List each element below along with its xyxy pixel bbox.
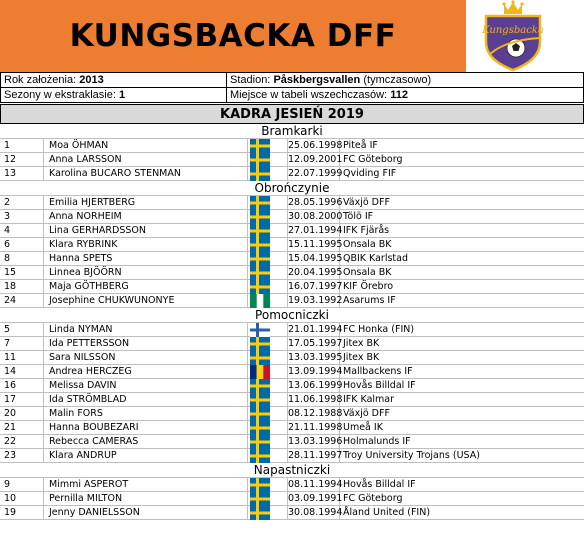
sweden-flag-icon [248,252,288,266]
birth-date: 22.07.1999 [288,168,343,179]
player-row [0,153,584,167]
finland-flag-icon [248,323,288,337]
previous-club: Hovås Billdal IF [343,380,416,391]
birth-date: 17.05.1997 [288,338,343,349]
player-row [0,351,584,365]
birth-date: 08.11.1994 [288,479,343,490]
birth-date: 19.03.1992 [288,295,343,306]
birth-date: 13.09.1994 [288,366,343,377]
shirt-number: 17 [0,393,44,407]
sweden-flag-icon [248,196,288,210]
player-name: Malin FORS [44,407,248,421]
shirt-number: 4 [0,224,44,238]
player-row [0,492,584,506]
sweden-flag-icon [248,393,288,407]
sweden-flag-icon [248,421,288,435]
shirt-number: 3 [0,210,44,224]
sweden-flag-icon [248,210,288,224]
shirt-number: 12 [0,153,44,167]
previous-club: FC Honka (FIN) [343,324,415,335]
player-name: Hanna SPETS [44,252,248,266]
founded-value: 2013 [79,74,104,86]
sweden-flag-icon [248,266,288,280]
section-heading: Obrończynie [0,181,584,196]
player-name: Rebecca CAMERAS [44,435,248,449]
player-row [0,337,584,351]
player-name: Ida PETTERSSON [44,337,248,351]
sweden-flag-icon [248,167,288,181]
previous-club: Jitex BK [343,338,380,349]
birth-date: 30.08.2000 [288,211,343,222]
sweden-flag-icon [248,139,288,153]
shirt-number: 24 [0,294,44,308]
previous-club: Tölö IF [343,211,374,222]
shirt-number: 15 [0,266,44,280]
previous-club: Umeå IK [343,422,383,433]
shirt-number: 2 [0,196,44,210]
shirt-number: 23 [0,449,44,463]
section-heading: Pomocniczki [0,308,584,323]
sweden-flag-icon [248,492,288,506]
shirt-number: 1 [0,139,44,153]
birth-date: 20.04.1995 [288,267,343,278]
sweden-flag-icon [248,337,288,351]
shirt-number: 20 [0,407,44,421]
player-row [0,506,584,520]
shirt-number: 21 [0,421,44,435]
shirt-number: 5 [0,323,44,337]
birth-date: 15.11.1995 [288,239,343,250]
player-row [0,407,584,421]
player-name: Jenny DANIELSSON [44,506,248,520]
player-name: Klara RYBRINK [44,238,248,252]
birth-date: 27.01.1994 [288,225,343,236]
club-title-band [0,0,466,72]
player-name: Sara NILSSON [44,351,248,365]
kungsbacka-crest-icon [476,0,550,72]
section-heading: Napastniczki [0,463,584,478]
player-row [0,252,584,266]
birth-date: 08.12.1988 [288,408,343,419]
player-name: Melissa DAVIN [44,379,248,393]
player-row [0,224,584,238]
nigeria-flag-icon [248,294,288,308]
player-row [0,294,584,308]
player-name: Emilia HJERTBERG [44,196,248,210]
shirt-number: 10 [0,492,44,506]
seasons-value: 1 [118,89,126,101]
birth-date: 03.09.1991 [288,493,343,504]
birth-date: 11.06.1998 [288,394,343,405]
birth-date: 12.09.2001 [288,154,343,165]
sweden-flag-icon [248,449,288,463]
previous-club: Onsala BK [343,267,392,278]
previous-club: Onsala BK [343,239,392,250]
player-row [0,266,584,280]
previous-club: Åland United (FIN) [343,507,431,518]
founded-cell: Rok założenia: 2013 [0,72,227,88]
birth-date: 15.04.1995 [288,253,343,264]
previous-club: Qviding FIF [343,168,397,179]
birth-date: 16.07.1997 [288,281,343,292]
sweden-flag-icon [248,238,288,252]
previous-club: Troy University Trojans (USA) [343,450,480,461]
shirt-number: 13 [0,167,44,181]
player-row [0,139,584,153]
birth-date: 21.11.1998 [288,422,343,433]
shirt-number: 16 [0,379,44,393]
previous-club: FC Göteborg [343,154,403,165]
previous-club: Piteå IF [343,140,378,151]
shirt-number: 8 [0,252,44,266]
section-heading: Bramkarki [0,124,584,139]
sweden-flag-icon [248,280,288,294]
player-name: Hanna BOUBEZARI [44,421,248,435]
page-header [0,0,584,72]
stadium-value: Påskbergsvallen [273,74,361,86]
shirt-number: 9 [0,478,44,492]
sweden-flag-icon [248,478,288,492]
birth-date: 25.06.1998 [288,140,343,151]
previous-club: IFK Kalmar [343,394,395,405]
shirt-number: 14 [0,365,44,379]
club-title: KUNGSBACKA DFF [69,18,397,54]
previous-club: Holmalunds IF [343,436,411,447]
sweden-flag-icon [248,153,288,167]
birth-date: 30.08.1994 [288,507,343,518]
player-name: Anna LARSSON [44,153,248,167]
shirt-number: 7 [0,337,44,351]
sweden-flag-icon [248,224,288,238]
birth-date: 13.03.1995 [288,352,343,363]
player-name: Klara ANDRUP [44,449,248,463]
player-row [0,478,584,492]
birth-date: 13.06.1999 [288,380,343,391]
previous-club: Hovås Billdal IF [343,479,416,490]
player-row [0,323,584,337]
player-row [0,167,584,181]
previous-club: FC Göteborg [343,493,403,504]
birth-date: 21.01.1994 [288,324,343,335]
player-row [0,365,584,379]
player-name: Moa ÖHMAN [44,139,248,153]
previous-club: QBIK Karlstad [343,253,409,264]
sweden-flag-icon [248,379,288,393]
previous-club: KIF Örebro [343,281,394,292]
player-row [0,379,584,393]
player-row [0,210,584,224]
player-name: Karolina BUCARO STENMAN [44,167,248,181]
previous-club: Jitex BK [343,352,380,363]
shirt-number: 6 [0,238,44,252]
birth-date: 13.03.1996 [288,436,343,447]
player-name: Pernilla MILTON [44,492,248,506]
player-row [0,280,584,294]
sweden-flag-icon [248,407,288,421]
sweden-flag-icon [248,351,288,365]
player-name: Anna NORHEIM [44,210,248,224]
shirt-number: 19 [0,506,44,520]
previous-club: Asarums IF [343,295,396,306]
player-row [0,435,584,449]
romania-flag-icon [248,365,288,379]
player-row [0,449,584,463]
previous-club: Växjö DFF [343,197,390,208]
shirt-number: 18 [0,280,44,294]
stadium-cell: Stadion: Påskbergsvallen (tymczasowo) [226,72,584,88]
sweden-flag-icon [248,435,288,449]
club-info [0,72,584,104]
player-name: Linnea BJÖÖRN [44,266,248,280]
player-name: Linda NYMAN [44,323,248,337]
shirt-number: 11 [0,351,44,365]
all-time-rank-cell: Miejsce w tabeli wszechczasów: 112 [226,87,584,103]
player-name: Maja GÖTHBERG [44,280,248,294]
all-time-rank-value: 112 [390,89,408,101]
player-row [0,238,584,252]
player-name: Lina GERHARDSSON [44,224,248,238]
player-row [0,393,584,407]
sweden-flag-icon [248,506,288,520]
player-name: Josephine CHUKWUNONYE [44,294,248,308]
previous-club: IFK Fjärås [343,225,390,236]
squad-banner: KADRA JESIEŃ 2019 [0,104,584,124]
previous-club: Växjö DFF [343,408,390,419]
player-name: Andrea HERCZEG [44,365,248,379]
previous-club: Mallbackens IF [343,366,413,377]
birth-date: 28.05.1996 [288,197,343,208]
shirt-number: 22 [0,435,44,449]
player-name: Ida STRÖMBLAD [44,393,248,407]
player-row [0,196,584,210]
squad-roster [0,124,584,520]
svg-text:Kungsbacka: Kungsbacka [482,25,544,36]
player-row [0,421,584,435]
birth-date: 28.11.1997 [288,450,343,461]
seasons-cell: Sezony w ekstraklasie: 1 [0,87,227,103]
player-name: Mimmi ASPEROT [44,478,248,492]
